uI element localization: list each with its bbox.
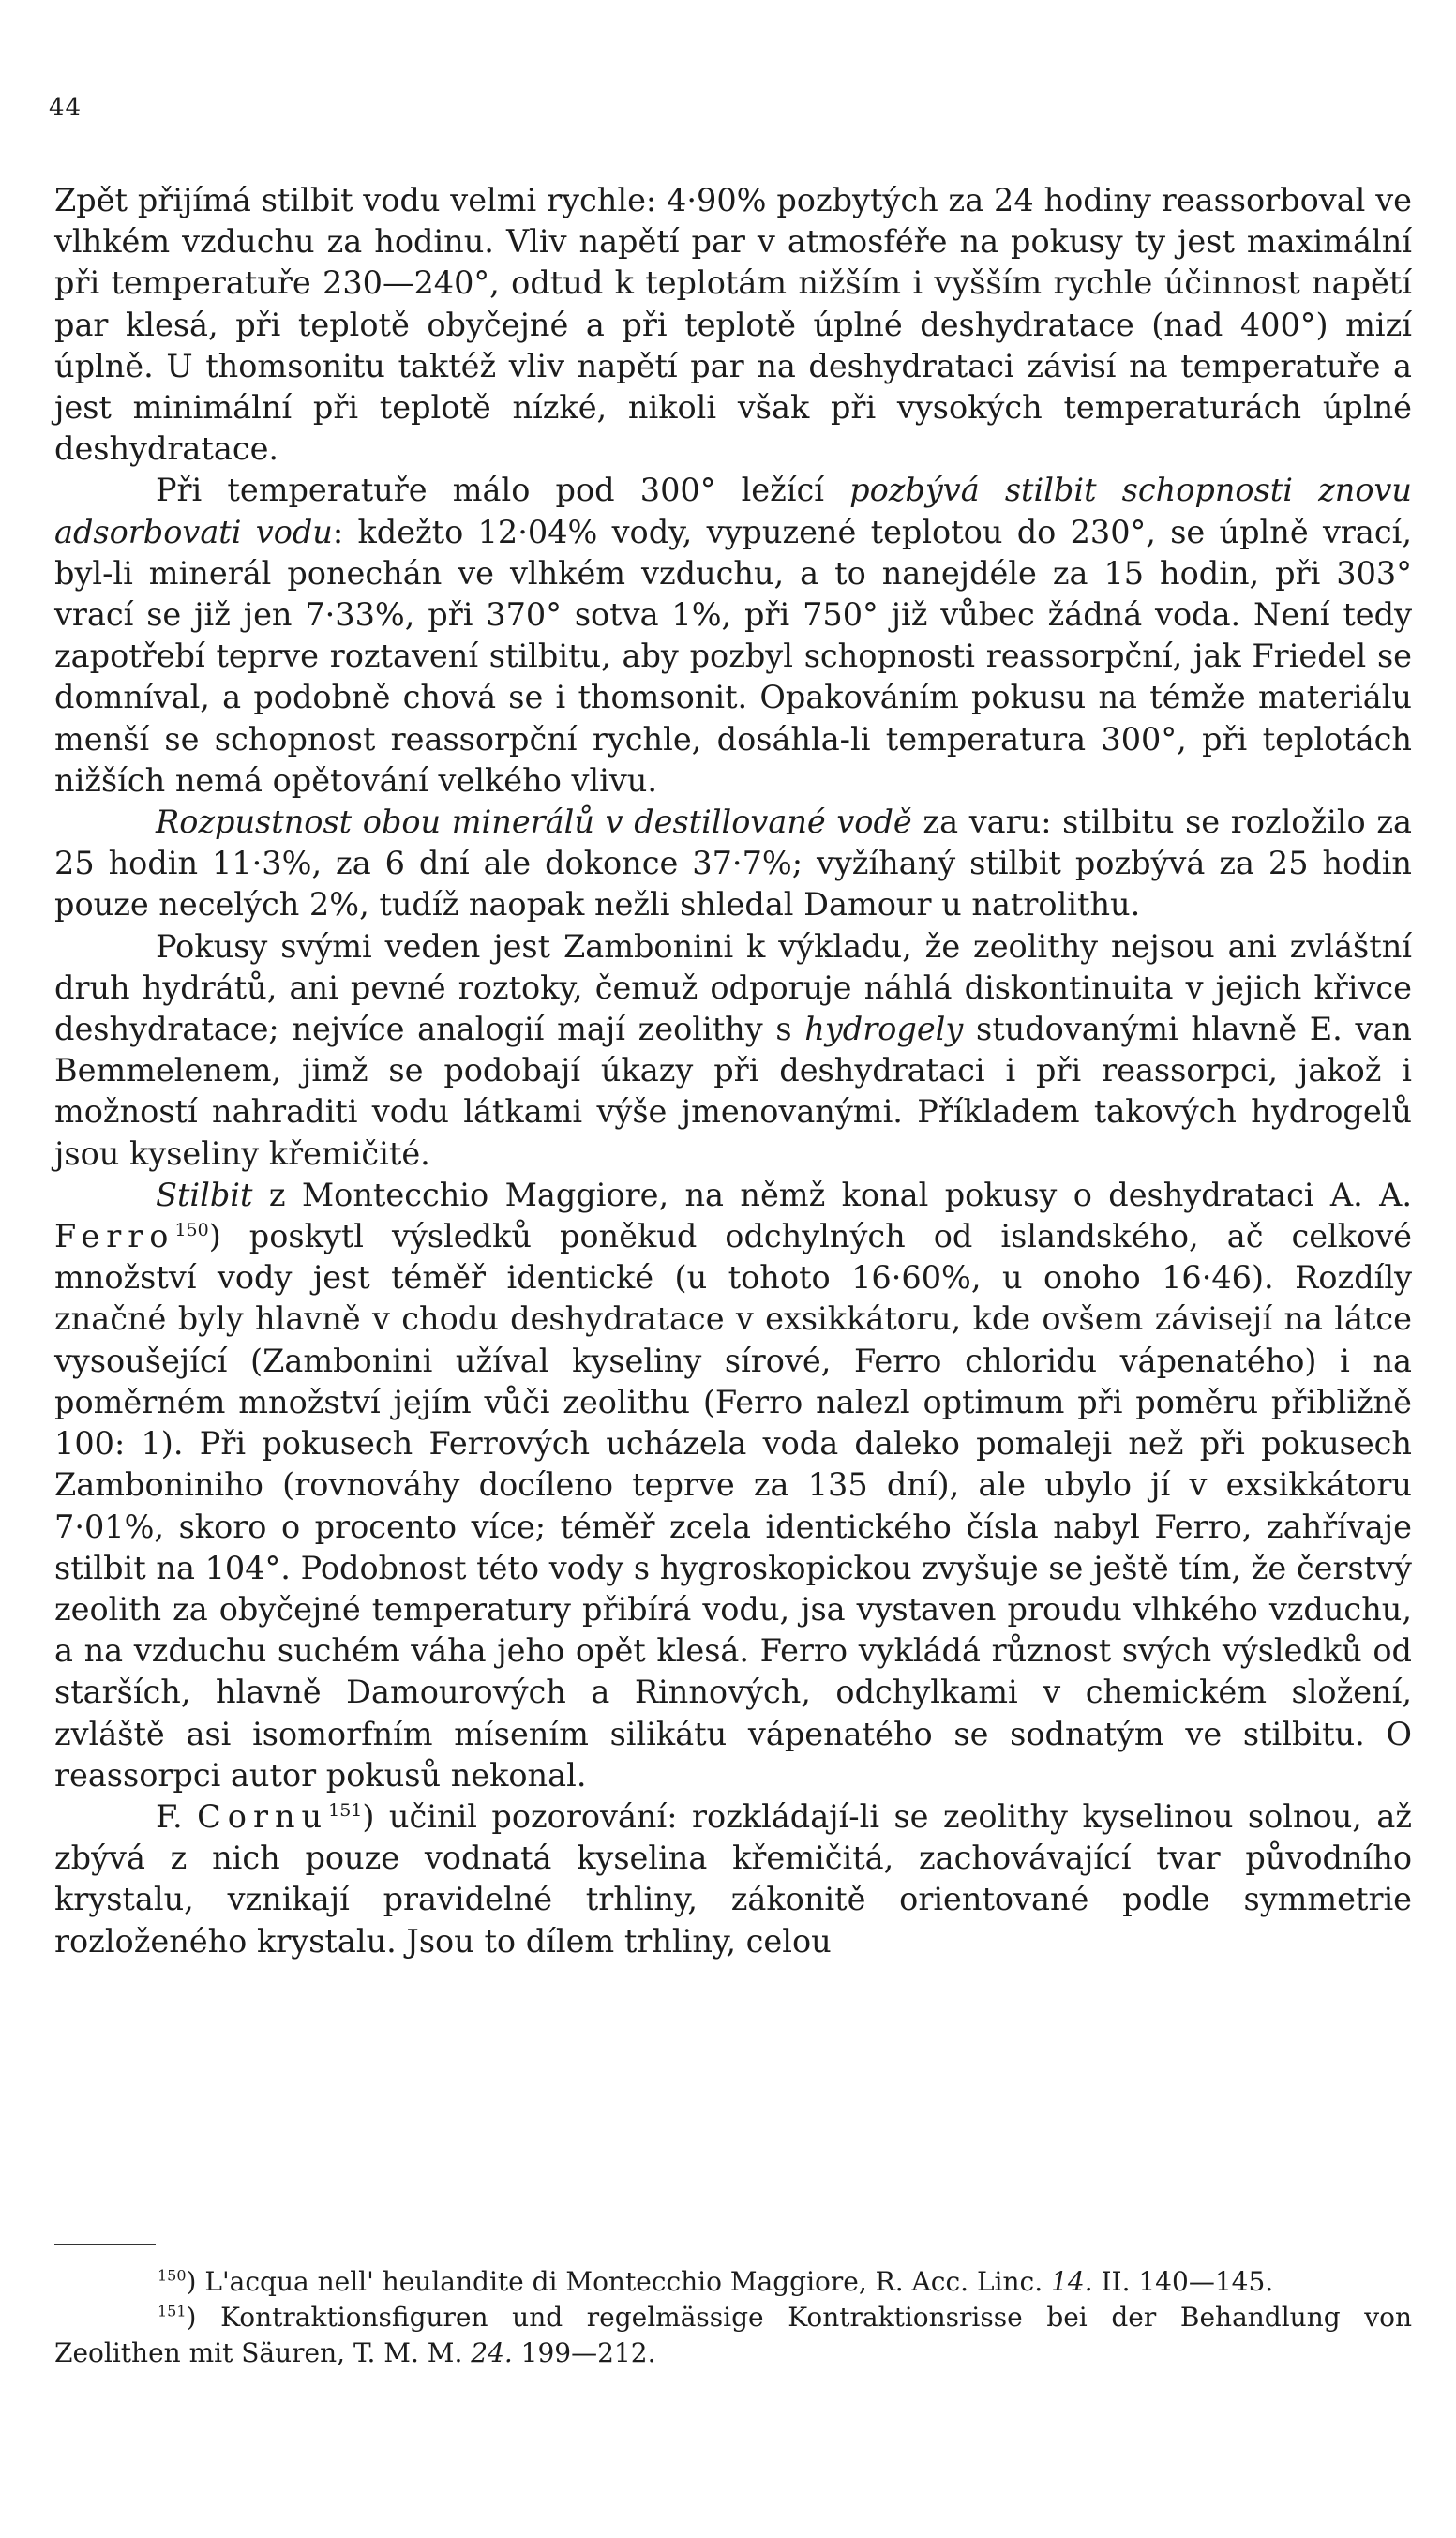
footnotes xyxy=(54,2264,1412,2371)
paragraph-2-pre: Při temperatuře málo pod 300° ležící xyxy=(156,472,850,509)
footnote-150 xyxy=(54,2264,1412,2300)
paragraph-5-italic: Stilbit xyxy=(156,1176,253,1213)
paragraph-5-mid: z Montecchio Maggiore, na němž konal pokusy o deshydrataci A. A. xyxy=(252,1176,1412,1213)
paragraph-1 xyxy=(54,180,1412,470)
paragraph-3-italic: Rozpustnost obou minerálů v destillované vodě xyxy=(156,803,912,841)
footnote-mark-151: 151 xyxy=(158,2302,187,2320)
paragraph-4 xyxy=(54,926,1412,1175)
paragraph-4-post: studovanými hlavně E. van Bemmelenem, jimž se podobají úkazy při deshydrataci i při reassorpci, jakož i možností nahraditi vodu látkami výše jmenovanými. Příkladem takových hydrogelů jsou kyseliny křemičité. xyxy=(54,1011,1412,1172)
page-number: 44 xyxy=(49,94,83,122)
paragraph-5 xyxy=(54,1175,1412,1796)
body-text xyxy=(54,180,1412,1962)
footnote-151 xyxy=(54,2300,1412,2371)
footnote-151-volume: 24. xyxy=(471,2337,513,2368)
footnote-150-post: II. 140—145. xyxy=(1092,2266,1274,2297)
author-cornu: Cornu xyxy=(197,1797,329,1835)
footnote-151-text: ) Kontraktionsfiguren und regelmässige Kontraktionsrisse bei der Behandlung von Zeolithen mit Säuren, T. M. M. xyxy=(54,2302,1412,2368)
paragraph-6 xyxy=(54,1796,1412,1962)
footnote-divider xyxy=(54,2244,156,2245)
paragraph-2 xyxy=(54,470,1412,802)
footnote-mark-150: 150 xyxy=(158,2266,187,2285)
paragraph-6-post: ) učinil pozorování: rozkládají-li se zeolithy kyselinou solnou, až zbývá z nich pouze vodnatá kyselina křemičitá, zachovávající tvar původního krystalu, vznikají pravidelné trhliny, zákonitě orientované podle symmetrie rozloženého krystalu. Jsou to dílem trhliny, celou xyxy=(54,1797,1412,1960)
footnote-ref-151[interactable]: 151 xyxy=(328,1799,363,1821)
paragraph-5-post: ) poskytl výsledků poněkud odchylných od islandského, ač celkové množství vody jest téměř identické (u tohoto 16·60%, u onoho 16·46). Rozdíly značné byly hlavně v chodu deshydratace v exsikkátoru, kde ovšem závisejí na látce vysoušející (Zambonini užíval kyseliny sírové, Ferro chloridu vápenatého) i na poměrném množství jejím vůči zeolithu (Ferro nalezl optimum při poměru přibližně 100: 1). Při pokusech Ferrových ucházela voda daleko pomaleji než při pokusech Zamboniniho (rovnováhy docíleno teprve za 135 dní), ale ubylo jí v exsikkátoru 7·01%, skoro o procento více; téměř zcela identického čísla nabyl Ferro, zahřívaje stilbit na 104°. Podobnost této vody s hygroskopickou zvyšuje se ještě tím, že čerstvý zeolith za obyčejné temperatury přibírá vodu, jsa vystaven proudu vlhkého vzduchu, a na vzduchu suchém váha jeho opět klesá. Ferro vykládá různost svých výsledků od starších, hlavně Damourových a Rinnových, odchylkami v chemickém složení, zvláště asi isomorfním mísením silikátu vápenatého se sodnatým ve stilbitu. O reassorpci autor pokusů nekonal. xyxy=(54,1218,1412,1794)
author-ferro: Ferro xyxy=(54,1218,175,1255)
paragraph-3-post: za varu: stilbitu se rozložilo za 25 hodin 11·3%, za 6 dní ale dokonce 37·7%; vyžíhaný stilbit pozbývá za 25 hodin pouze necelých 2%, tudíž naopak nežli shledal Damour u natrolithu. xyxy=(54,803,1413,924)
paragraph-2-post: : kdežto 12·04% vody, vypuzené teplotou do 230°, se úplně vrací, byl-li minerál ponechán ve vlhkém vzduchu, a to nanejdéle za 15 hodin, při 303° vrací se již jen 7·33%, při 370° sotva 1%, při 750° již vůbec žádná voda. Není tedy zapotřebí teprve roztavení stilbitu, aby pozbyl schopnosti reassorpční, jak Friedel se domníval, a podobně chová se i thomsonit. Opakováním pokusu na témže materiálu menší se schopnost reassorpční rychle, dosáhla-li temperatura 300°, při teplotách nižších nemá opětování velkého vlivu. xyxy=(54,513,1412,799)
paragraph-1-text: Zpět přijímá stilbit vodu velmi rychle: 4·90% pozbytých za 24 hodiny reassorboval ve vlhkém vzduchu za hodinu. Vliv napětí par v atmosféře na pokusy ty jest maximální při temperatuře 230—240°, odtud k teplotám nižším i vyšším rychle účinnost napětí par klesá, při teplotě obyčejné a při teplotě úplné deshydratace (nad 400°) mizí úplně. U thomsonitu taktéž vliv napětí par na deshydrataci závisí na temperatuře a jest minimální při teplotě nízké, nikoli však při vysokých temperaturách úplné deshydratace. xyxy=(54,182,1412,468)
footnote-ref-150[interactable]: 150 xyxy=(174,1219,209,1240)
paragraph-4-italic: hydrogely xyxy=(804,1011,964,1048)
paragraph-2-italic: pozbývá stilbit schopnosti znovu adsorbovati vodu xyxy=(54,472,1412,550)
footnote-151-post: 199—212. xyxy=(512,2337,656,2368)
paragraph-3 xyxy=(54,802,1412,926)
paragraph-6-pre: F. xyxy=(156,1797,198,1835)
paragraph-4-pre: Pokusy svými veden jest Zambonini k výkladu, že zeolithy nejsou ani zvláštní druh hydrátů, ani pevné roztoky, čemuž odporuje náhlá diskontinuita v jejich křivce deshydratace; nejvíce analogií mají zeolithy s xyxy=(54,927,1412,1048)
footnote-150-text: ) L'acqua nell' heulandite di Montecchio Maggiore, R. Acc. Linc. xyxy=(186,2266,1052,2297)
footnote-150-volume: 14. xyxy=(1051,2266,1093,2297)
